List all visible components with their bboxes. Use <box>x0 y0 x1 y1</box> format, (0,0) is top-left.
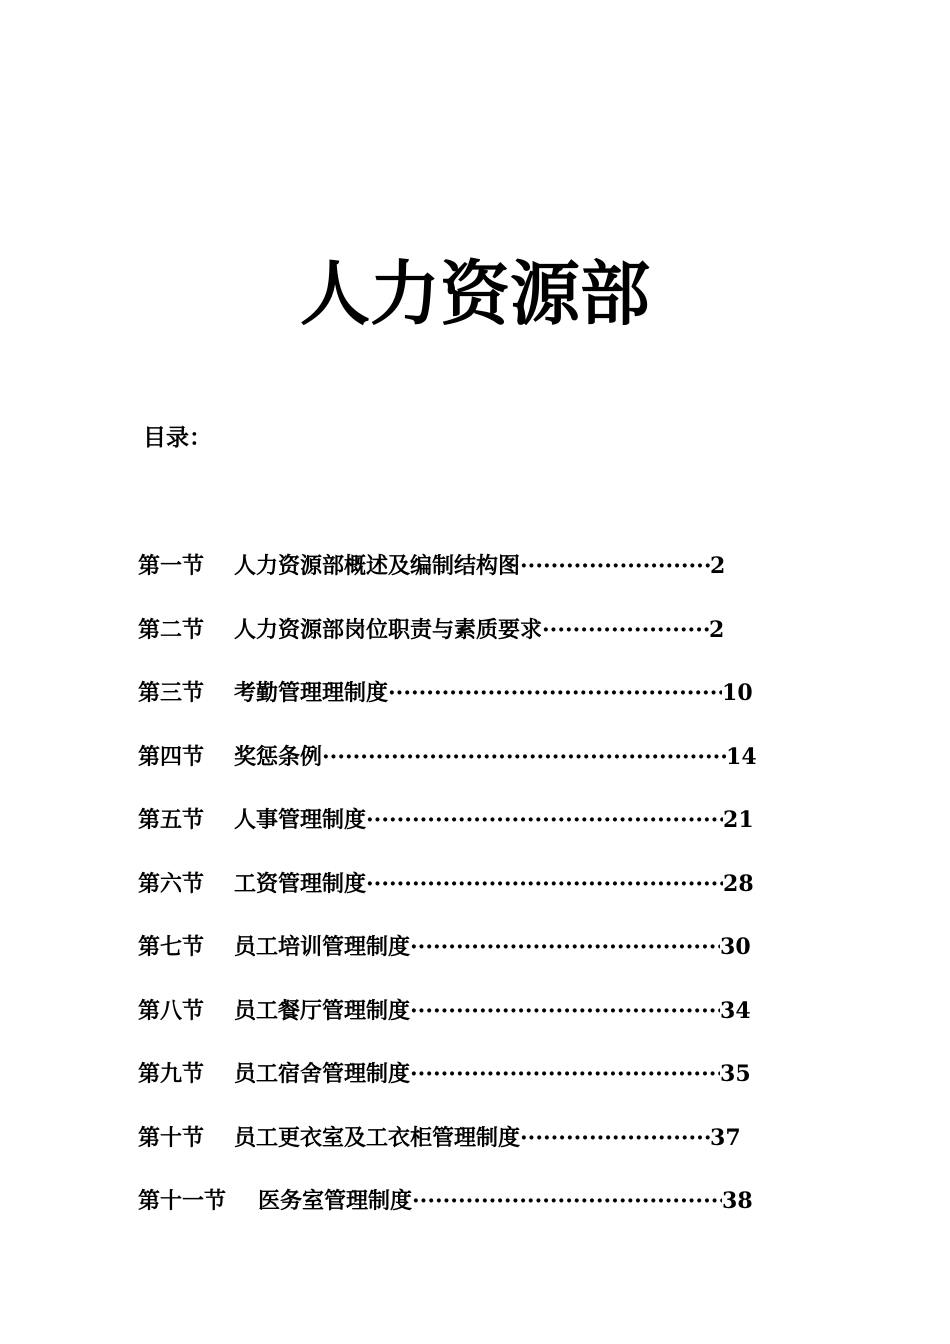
toc-section-title: 奖惩条例 <box>234 743 323 770</box>
toc-section-number: 第八节 <box>138 997 205 1024</box>
toc-dot-leader <box>542 610 709 650</box>
toc-dot-leader <box>520 546 710 586</box>
toc-dot-leader <box>410 1054 720 1094</box>
toc-page-number: 2 <box>709 616 725 643</box>
toc-section-title: 考勤管理理制度 <box>234 680 389 706</box>
toc-entry[interactable] <box>138 991 757 1055</box>
toc-dot-leader <box>388 673 722 713</box>
table-of-contents <box>138 546 757 1245</box>
toc-dot-leader <box>410 927 720 967</box>
toc-dot-leader <box>366 864 723 904</box>
document-title: 人力资源部 <box>300 252 650 335</box>
toc-entry[interactable] <box>138 546 757 610</box>
toc-page-number: 2 <box>710 553 726 579</box>
toc-section-title: 员工宿舍管理制度 <box>234 1061 411 1087</box>
toc-section-number: 第二节 <box>138 616 205 643</box>
toc-page-number: 35 <box>720 1061 751 1087</box>
toc-section-number: 第一节 <box>138 553 205 579</box>
toc-entry[interactable] <box>138 1054 757 1118</box>
toc-section-title: 工资管理制度 <box>234 870 367 897</box>
toc-page-number: 30 <box>720 934 751 960</box>
toc-entry[interactable] <box>138 864 757 928</box>
toc-page-number: 38 <box>722 1188 753 1214</box>
toc-section-number: 第四节 <box>138 743 205 770</box>
toc-heading: 目录： <box>143 424 212 451</box>
toc-dot-leader <box>520 1118 710 1158</box>
toc-section-number: 第五节 <box>138 807 205 833</box>
toc-dot-leader <box>322 737 726 777</box>
toc-entry[interactable] <box>138 1181 757 1245</box>
toc-dot-leader <box>366 800 723 840</box>
toc-dot-leader <box>412 1181 722 1221</box>
toc-page-number: 28 <box>723 870 754 897</box>
toc-section-title: 人事管理制度 <box>234 807 367 833</box>
toc-page-number: 34 <box>720 997 751 1024</box>
toc-section-number: 第七节 <box>138 934 205 960</box>
toc-page-number: 21 <box>723 807 754 833</box>
toc-entry[interactable] <box>138 737 757 801</box>
toc-section-title: 人力资源部概述及编制结构图 <box>234 553 521 579</box>
toc-entry[interactable] <box>138 927 757 991</box>
toc-section-number: 第十一节 <box>138 1188 227 1214</box>
toc-section-number: 第九节 <box>138 1061 205 1087</box>
toc-section-title: 员工餐厅管理制度 <box>234 997 411 1024</box>
toc-section-title: 员工更衣室及工衣柜管理制度 <box>234 1124 521 1151</box>
toc-page-number: 10 <box>722 680 753 706</box>
toc-section-number: 第十节 <box>138 1124 205 1151</box>
toc-section-number: 第六节 <box>138 870 205 897</box>
toc-entry[interactable] <box>138 800 757 864</box>
toc-section-number: 第三节 <box>138 680 205 706</box>
toc-section-title: 员工培训管理制度 <box>234 934 411 960</box>
toc-entry[interactable] <box>138 1118 757 1182</box>
toc-entry[interactable] <box>138 673 757 737</box>
toc-dot-leader <box>410 991 720 1031</box>
toc-section-title: 医务室管理制度 <box>258 1188 413 1214</box>
toc-page-number: 37 <box>710 1124 741 1151</box>
toc-section-title: 人力资源部岗位职责与素质要求 <box>234 616 543 643</box>
toc-entry[interactable] <box>138 610 757 674</box>
toc-page-number: 14 <box>726 743 757 770</box>
